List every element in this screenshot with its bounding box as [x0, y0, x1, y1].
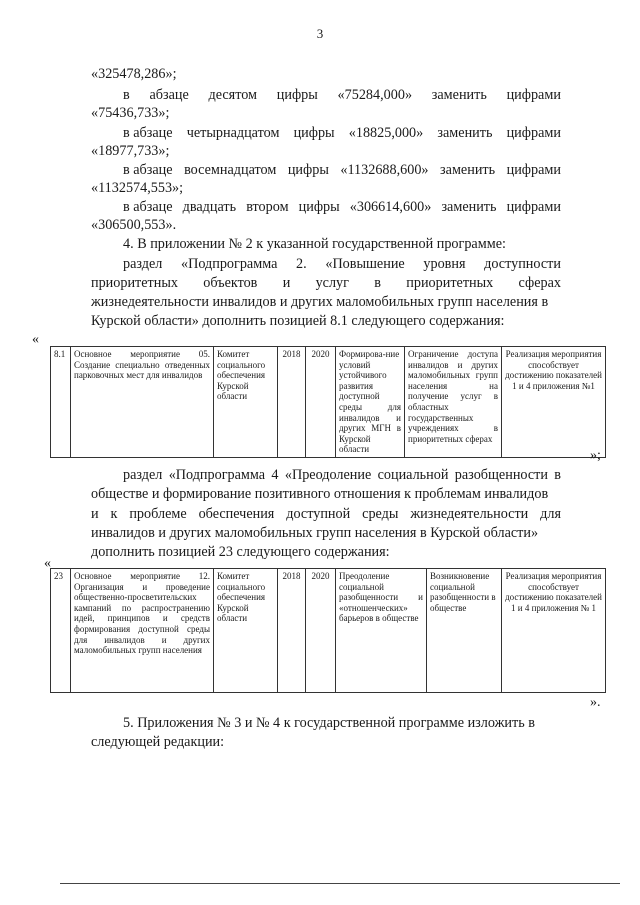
- page-number: 3: [316, 26, 324, 41]
- text-line-14: Курской области» дополнить позицией 8.1 следующего содержания:: [91, 313, 505, 329]
- word: цифрами: [506, 199, 561, 215]
- table-row: [51, 347, 606, 458]
- word: цифрами: [506, 125, 561, 141]
- word: цифрами: [506, 162, 561, 178]
- word: уровня: [423, 256, 466, 272]
- word: среды: [362, 506, 399, 522]
- cell-end-year: 2020: [306, 569, 336, 693]
- word: цифры: [287, 162, 329, 178]
- text-line-3: «75436,733»;: [91, 105, 170, 121]
- cell-activity: Основное мероприятие 05. Создание специально отведенных парковочных мест для инвалидов: [71, 347, 214, 458]
- word: абзаце: [149, 87, 189, 103]
- cell-expected-result: Формирова-ние условий устойчивого развития доступной среды для инвалидов и других МГН в Курской области: [336, 347, 405, 458]
- text-line-8: [123, 198, 561, 216]
- text-line-15: [123, 466, 561, 484]
- page-bottom-rule: [60, 883, 620, 884]
- word: доступной: [286, 506, 351, 522]
- word: приоритетных: [91, 275, 178, 291]
- opening-quote-1: «: [32, 332, 39, 347]
- word: раздел: [123, 256, 163, 272]
- text-line-1: «325478,286»;: [91, 66, 177, 82]
- word: в: [554, 467, 561, 483]
- word: цифры: [276, 87, 318, 103]
- word: «1132688,600»: [340, 162, 429, 178]
- cell-end-year: 2020: [306, 347, 336, 458]
- text-line-7: «1132574,553»;: [91, 180, 184, 196]
- word: в абзаце: [123, 199, 173, 215]
- text-line-18: инвалидов и других маломобильных групп населения в Курской области»: [91, 525, 539, 541]
- word: в абзаце: [123, 162, 173, 178]
- text-line-20: 5. Приложения № 3 и № 4 к государственной программе изложить в: [123, 715, 535, 731]
- cell-consequences: Возникновение социальной разобщенности в обществе: [427, 569, 502, 693]
- word: проблеме: [129, 506, 187, 522]
- cell-indicator-link: Реализация мероприятия способствует достижению показателей 1 и 4 приложения №1: [502, 347, 606, 458]
- cell-activity: Основное мероприятие 12. Организация и проведение общественно-просветительских кампаний по распространению идей, принципов и средств формирования доступной среды для инвалидов и других маломобильных групп населения: [71, 569, 214, 693]
- word: двадцать: [182, 199, 237, 215]
- word: раздел: [123, 467, 163, 483]
- word: жизнедеятельности: [410, 506, 529, 522]
- word: услуг: [315, 275, 349, 291]
- text-line-17: [91, 505, 561, 523]
- text-line-2: [123, 86, 561, 104]
- cell-start-year: 2018: [278, 569, 306, 693]
- text-line-4: [123, 124, 561, 142]
- word: «Преодоление: [284, 467, 372, 483]
- text-line-6: [123, 161, 561, 179]
- word: сферах: [518, 275, 561, 291]
- word: и: [91, 506, 99, 522]
- word: заменить: [441, 199, 497, 215]
- word: доступности: [484, 256, 561, 272]
- table-row: [51, 569, 606, 693]
- text-line-10: 4. В приложении № 2 к указанной государственной программе:: [123, 236, 506, 252]
- text-line-13: жизнедеятельности инвалидов и других маломобильных групп населения в: [91, 294, 549, 310]
- word: в: [123, 87, 130, 103]
- word: обеспечения: [198, 506, 275, 522]
- cell-executor: Комитет социального обеспечения Курской области: [214, 347, 278, 458]
- word: цифры: [293, 125, 335, 141]
- text-line-16: обществе и формирование позитивного отношения к проблемам инвалидов: [91, 486, 549, 502]
- word: объектов: [203, 275, 258, 291]
- word: «Подпрограмма: [181, 256, 278, 272]
- word: в абзаце: [123, 125, 173, 141]
- word: социальной: [377, 467, 449, 483]
- word: «75284,000»: [337, 87, 413, 103]
- text-line-21: следующей редакции:: [91, 734, 225, 750]
- cell-expected-result: Преодоление социальной разобщенности и «отношенческих» барьеров в обществе: [336, 569, 427, 693]
- word: к: [110, 506, 118, 522]
- cell-number: 8.1: [51, 347, 71, 458]
- word: «306614,600»: [349, 199, 432, 215]
- word: приоритетных: [406, 275, 494, 291]
- word: для: [540, 506, 561, 522]
- word: заменить: [440, 162, 496, 178]
- word: цифры: [298, 199, 340, 215]
- position-table-23: [50, 568, 606, 693]
- word: заменить: [431, 87, 487, 103]
- closing-quote-1: »;: [590, 448, 601, 463]
- word: десятом: [208, 87, 258, 103]
- word: и: [282, 275, 291, 291]
- closing-quote-2: ».: [590, 695, 601, 710]
- cell-executor: Комитет социального обеспечения Курской области: [214, 569, 278, 693]
- word: «18825,000»: [348, 125, 424, 141]
- word: «Подпрограмма: [168, 467, 266, 483]
- text-line-12: [91, 274, 561, 292]
- text-line-19: дополнить позицией 23 следующего содержания:: [91, 544, 390, 560]
- cell-indicator-link: Реализация мероприятия способствует достижению показателей 1 и 4 приложения № 1: [502, 569, 606, 693]
- word: заменить: [437, 125, 493, 141]
- opening-quote-2: «: [44, 556, 51, 571]
- word: четырнадцатом: [186, 125, 280, 141]
- word: 4: [271, 467, 279, 483]
- position-table-8-1: [50, 346, 606, 458]
- word: цифрами: [506, 87, 561, 103]
- word: восемнадцатом: [184, 162, 277, 178]
- word: в: [374, 275, 381, 291]
- word: «Повышение: [325, 256, 405, 272]
- word: втором: [246, 199, 289, 215]
- word: 2.: [296, 256, 307, 272]
- text-line-11: [123, 255, 561, 273]
- text-line-9: «306500,553».: [91, 217, 177, 233]
- text-line-5: «18977,733»;: [91, 143, 170, 159]
- word: разобщенности: [454, 467, 548, 483]
- cell-consequences: Ограничение доступа инвалидов и других маломобильных групп населения на получение услуг в областных государственных учреждениях в приоритетных сферах: [405, 347, 502, 458]
- cell-start-year: 2018: [278, 347, 306, 458]
- cell-number: 23: [51, 569, 71, 693]
